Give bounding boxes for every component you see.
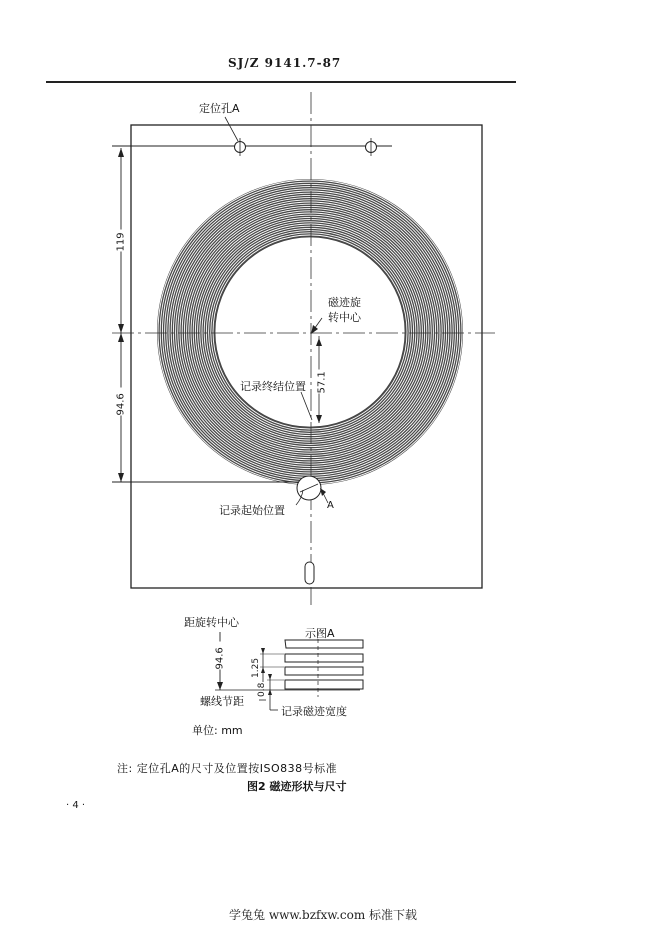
locating-hole-right	[366, 138, 377, 156]
view-marker-a: A	[327, 500, 334, 511]
detail-dim-94-6: 94.6	[215, 642, 226, 670]
track-ring	[157, 179, 463, 485]
detail-dim-1-25: 1.25	[251, 657, 261, 678]
figure-caption: 图2 磁迹形状与尺寸	[247, 780, 347, 793]
locating-hole-left	[235, 138, 246, 156]
track-center-label-2: 转中心	[328, 311, 361, 324]
bottom-slot	[305, 562, 314, 584]
record-start-label: 记录起始位置	[219, 504, 285, 517]
track-width-label: 记录磁迹宽度	[281, 705, 347, 718]
document-number: SJ/Z 9141.7-87	[228, 56, 342, 70]
dimension-119: 119	[116, 230, 127, 252]
locating-hole-label: 定位孔A	[199, 102, 240, 115]
track-center-label-1: 磁迹旋	[328, 296, 361, 309]
detail-dim-0-8: 0.8	[257, 682, 267, 697]
pitch-label: 螺线节距	[200, 695, 244, 708]
note-text: 注: 定位孔A的尺寸及位置按ISO838号标准	[117, 762, 338, 775]
dimension-57-1: 57.1	[316, 371, 328, 394]
dimension-94-6-left: 94.6	[116, 388, 127, 416]
unit-label: 单位: mm	[192, 724, 243, 737]
view-a-label: 示图A	[305, 627, 335, 640]
from-center-label: 距旋转中心	[184, 616, 239, 629]
page-number: · 4 ·	[66, 800, 86, 811]
record-end-label: 记录终结位置	[240, 380, 306, 393]
footer-watermark: 学兔兔 www.bzfxw.com 标准下载	[229, 908, 418, 922]
